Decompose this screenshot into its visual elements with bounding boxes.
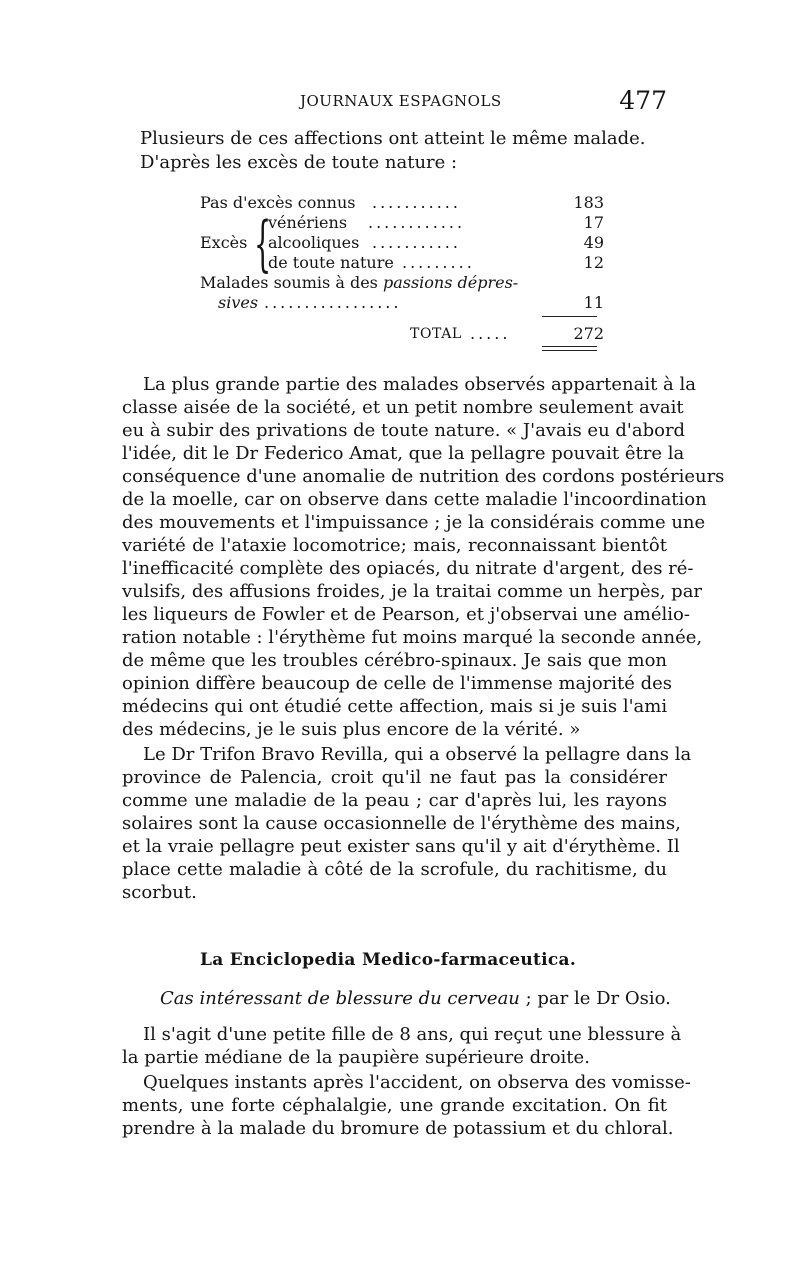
- leader-dots: .....: [470, 324, 511, 343]
- intro-line: Plusieurs de ces affections ont atteint le même malade.: [140, 128, 646, 149]
- leader-dots: ............: [368, 213, 466, 232]
- leader-dots: ...........: [372, 233, 461, 252]
- book-page: JOURNAUX ESPAGNOLS 477 Plusieurs de ces affections ont atteint le même malade. D'après les excès de toute nature : Pas d'excès connus ........... 183 vénériens ............ 17 { Excès alcooliques ........... 49 de toute nature ......... 12 Malades soumis à des passions dépres- sives ................. 11 TOTAL ..... 272 La plus grande partie des malades observés appartenait à la classe aisée de la société, et un petit nombre seulement avait eu à subir des privations de toute nature. « J'avais eu d'abord l'idée, dit le Dr Federico Amat, que la pellagre pouvait être la conséquence d'une anomalie de nutrition des cordons postérieurs de la moelle, car on observe dans cette maladie l'incoordination des mouvements et l'impuissance ; je la considérais comme une variété de l'ataxie locomotrice; mais, reconnaissant bientôt l'inefficacité complète des opiacés, du nitrate d'argent, des ré- vulsifs, des affusions froides, je la traitai comme un herpès, par les liqueurs de Fowler et de Pearson, et j'observai une amélio- ration notable : l'érythème fut moins marqué la seconde année, de même que les troubles cérébro-spinaux. Je sais que mon opinion diffère beaucoup de celle de l'immense majorité des médecins qui ont étudié cette affection, mais si je suis l'ami des médecins, je le suis plus encore de la vérité. » Le Dr Trifon Bravo Revilla, qui a observé la pellagre dans la province de Palencia, croit qu'il ne faut pas la considérer comme une maladie de la peau ; car d'après lui, les rayons solaires sont la cause occasionnelle de l'érythème des mains, et la vraie pellagre peut exister sans qu'il y ait d'érythème. Il place cette maladie à côté de la scrofule, du rachitisme, du scorbut. La Enciclopedia Medico-farmaceutica. Cas intéressant de blessure du cerveau ; par le Dr Osio. Il s'agit d'une petite fille de 8 ans, qui reçut une blessure à la partie médiane de la paupière supérieure droite. Quelques instants après l'accident, on observa des vomisse- ments, une forte céphalalgie, une grande excitation. On fit prendre à la malade du bromure de potassium et du chloral.: [122, 86, 725, 1139]
- article-title: Cas intéressant de blessure du cerveau ; par le Dr Osio.: [160, 988, 671, 1009]
- total-double-rule: [542, 350, 597, 351]
- leader-dots: .........: [402, 253, 475, 272]
- page-header: [122, 86, 667, 120]
- total-double-rule: [542, 346, 597, 347]
- section-heading: La Enciclopedia Medico-farmaceutica.: [200, 950, 577, 970]
- leader-dots: ...........: [372, 193, 461, 212]
- table-row: Malades soumis à des passions dépres-: [200, 273, 519, 292]
- sum-rule: [542, 316, 597, 317]
- page-number: 477: [619, 86, 667, 115]
- leader-dots: .................: [264, 293, 402, 312]
- brace-symbol: {: [254, 209, 272, 279]
- intro-line: D'après les excès de toute nature :: [140, 152, 458, 173]
- running-title: JOURNAUX ESPAGNOLS: [300, 92, 502, 110]
